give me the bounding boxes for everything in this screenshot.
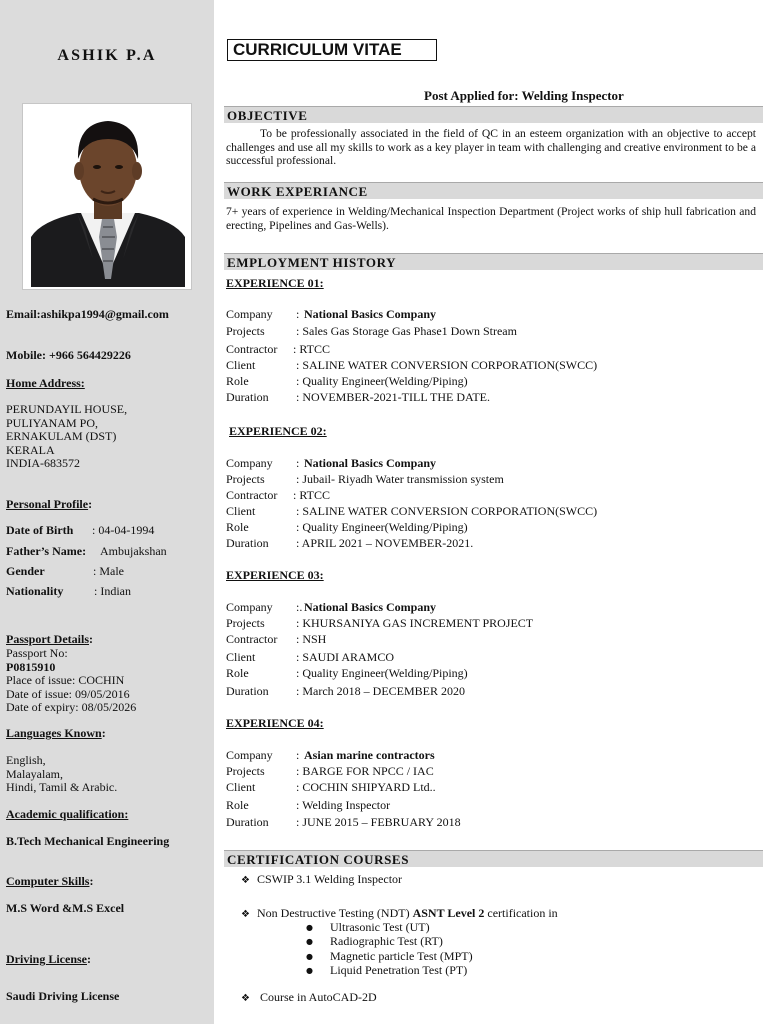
employment-history-heading: EMPLOYMENT HISTORY xyxy=(224,253,763,270)
academic-heading: Academic qualification: xyxy=(6,807,129,821)
profile-label: Date of Birth xyxy=(6,523,74,537)
profile-photo xyxy=(22,103,192,290)
work-experience-heading: WORK EXPERIANCE xyxy=(224,182,763,199)
candidate-name: ASHIK P.A xyxy=(57,47,157,64)
mobile: Mobile: +966 564429226 xyxy=(6,348,131,362)
experience-client: Client : SAUDI ARAMCO xyxy=(226,650,395,664)
ndt-item: ● Ultrasonic Test (UT) xyxy=(306,920,430,934)
certification-item: ❖ Course in AutoCAD-2D xyxy=(241,990,377,1004)
experience-duration: Duration : NOVEMBER-2021-TILL THE DATE. xyxy=(226,390,490,404)
address-line: ERNAKULAM (DST) xyxy=(6,429,117,443)
home-address xyxy=(6,403,127,471)
experience-client: Client : COCHIN SHIPYARD Ltd.. xyxy=(226,780,436,794)
experience-projects: Projects : Sales Gas Storage Gas Phase1 Down Stream xyxy=(226,324,517,338)
diamond-bullet-icon: ❖ xyxy=(241,909,250,920)
address-line: INDIA-683572 xyxy=(6,456,80,470)
certification-item: ❖ Non Destructive Testing (NDT) ASNT Level 2 certification in xyxy=(241,906,558,920)
experience-contractor: Contractor : RTCC xyxy=(226,488,330,502)
experience-duration: Duration : JUNE 2015 – FEBRUARY 2018 xyxy=(226,815,461,829)
profile-value: : Indian xyxy=(94,584,131,598)
personal-profile-heading: Personal Profile: xyxy=(6,497,93,511)
experience-client: Client : SALINE WATER CONVERSION CORPORATION(SWCC) xyxy=(226,504,598,518)
experience-role: Role : Welding Inspector xyxy=(226,798,391,812)
languages-heading: Languages Known: xyxy=(6,726,106,740)
experience-projects: Projects : BARGE FOR NPCC / IAC xyxy=(226,764,434,778)
portrait-image xyxy=(31,109,185,287)
certification-heading: CERTIFICATION COURSES xyxy=(224,850,763,867)
profile-value: : Male xyxy=(93,564,124,578)
diamond-bullet-icon: ❖ xyxy=(241,993,250,1004)
email: Email:ashikpa1994@gmail.com xyxy=(6,307,169,321)
profile-value: Ambujakshan xyxy=(100,544,167,558)
profile-gender xyxy=(6,565,124,579)
sidebar xyxy=(0,0,214,1024)
profile-father xyxy=(6,545,167,559)
ndt-item: ● Liquid Penetration Test (PT) xyxy=(306,963,468,977)
document-title: CURRICULUM VITAE xyxy=(227,39,437,61)
driving-license-value: Saudi Driving License xyxy=(6,989,120,1003)
computer-skills-value: M.S Word &M.S Excel xyxy=(6,901,125,915)
passport-line: Date of issue: 09/05/2016 xyxy=(6,686,130,701)
bullet-dot-icon: ● xyxy=(306,952,313,961)
address-line: PULIYANAM PO, xyxy=(6,415,99,430)
experience-client: Client : SALINE WATER CONVERSION CORPORATION(SWCC) xyxy=(226,358,598,372)
passport-line: Place of issue: COCHIN xyxy=(6,673,125,687)
experience-contractor: Contractor : NSH xyxy=(226,632,327,646)
experience-company: Company : Asian marine contractors xyxy=(226,748,435,762)
experience-heading: EXPERIENCE 01: xyxy=(226,276,324,290)
passport-heading: Passport Details: xyxy=(6,632,93,646)
academic-value: B.Tech Mechanical Engineering xyxy=(6,834,170,848)
profile-nationality xyxy=(6,585,131,599)
address-line: PERUNDAYIL HOUSE, xyxy=(6,402,128,416)
bullet-dot-icon: ● xyxy=(306,937,313,946)
experience-contractor: Contractor : RTCC xyxy=(226,342,330,356)
objective-text: To be professionally associated in the field of QC in an esteem organization with an objective to accept challenges and use all my skills to work as a key player in team with challenging and creative environment to be a successful professional. xyxy=(226,127,756,168)
address-line: KERALA xyxy=(6,442,55,457)
experience-projects: Projects : KHURSANIYA GAS INCREMENT PROJECT xyxy=(226,616,534,630)
certification-item: ❖ CSWIP 3.1 Welding Inspector xyxy=(241,872,403,886)
language-line: Malayalam, xyxy=(6,766,63,781)
passport-details xyxy=(6,647,136,715)
home-address-heading: Home Address: xyxy=(6,376,85,390)
experience-role: Role : Quality Engineer(Welding/Piping) xyxy=(226,520,468,534)
languages-list xyxy=(6,754,117,795)
experience-role: Role : Quality Engineer(Welding/Piping) xyxy=(226,666,468,680)
experience-company: Company :. National Basics Company xyxy=(226,600,437,614)
work-experience-text: 7+ years of experience in Welding/Mechanical Inspection Department (Project works of ship hull fabrication and erecting, Pipelines and Gas-Wells). xyxy=(226,205,756,232)
profile-dob xyxy=(6,524,154,538)
post-applied: Post Applied for: Welding Inspector xyxy=(424,88,624,103)
profile-value: : 04-04-1994 xyxy=(92,523,155,537)
experience-duration: Duration : APRIL 2021 – NOVEMBER-2021. xyxy=(226,536,474,550)
driving-license-heading: Driving License: xyxy=(6,952,91,966)
ndt-item: ● Radiographic Test (RT) xyxy=(306,934,443,948)
ndt-item: ● Magnetic particle Test (MPT) xyxy=(306,949,473,963)
experience-heading: EXPERIENCE 02: xyxy=(229,424,327,438)
passport-line: Date of expiry: 08/05/2026 xyxy=(6,700,137,714)
computer-skills-heading: Computer Skills: xyxy=(6,874,94,888)
experience-company: Company : National Basics Company xyxy=(226,456,437,470)
language-line: English, xyxy=(6,753,46,767)
language-line: Hindi, Tamil & Arabic. xyxy=(6,780,118,794)
objective-heading: OBJECTIVE xyxy=(224,106,763,123)
bullet-dot-icon: ● xyxy=(306,966,313,975)
experience-projects: Projects : Jubail- Riyadh Water transmission system xyxy=(226,472,504,486)
passport-number: Passport No: P0815910 xyxy=(6,646,68,674)
profile-label: Gender xyxy=(6,564,45,578)
profile-label: Nationality xyxy=(6,584,64,598)
experience-heading: EXPERIENCE 03: xyxy=(226,568,324,582)
experience-company: Company : National Basics Company xyxy=(226,307,437,321)
profile-label: Father’s Name: xyxy=(6,544,87,558)
diamond-bullet-icon: ❖ xyxy=(241,875,250,886)
experience-heading: EXPERIENCE 04: xyxy=(226,716,324,730)
experience-role: Role : Quality Engineer(Welding/Piping) xyxy=(226,374,468,388)
bullet-dot-icon: ● xyxy=(306,923,313,932)
experience-duration: Duration : March 2018 – DECEMBER 2020 xyxy=(226,684,465,698)
